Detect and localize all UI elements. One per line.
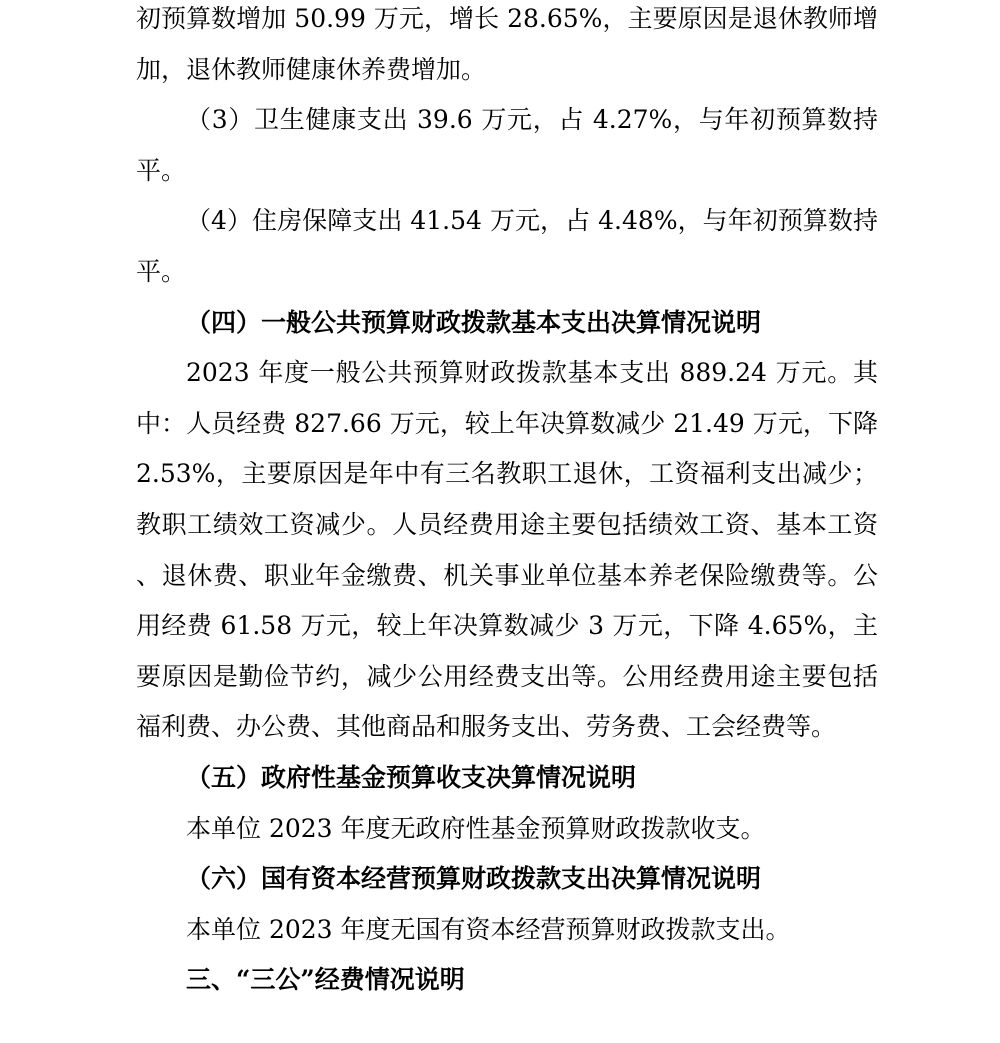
paragraph-state-capital: 本单位 2023 年度无国有资本经营预算财政拨款支出。 bbox=[186, 914, 791, 944]
paragraph-health-expenditure: （3）卫生健康支出 39.6 万元，占 4.27%，与年初预算数持平。 bbox=[136, 105, 878, 185]
subheading-basic-expenditure: （四）一般公共预算财政拨款基本支出决算情况说明 bbox=[186, 307, 762, 337]
subheading-state-capital: （六）国有资本经营预算财政拨款支出决算情况说明 bbox=[186, 864, 762, 894]
subheading-government-fund: （五）政府性基金预算收支决算情况说明 bbox=[186, 762, 637, 792]
paragraph-government-fund: 本单位 2023 年度无政府性基金预算财政拨款收支。 bbox=[186, 813, 766, 843]
paragraph-basic-expenditure: 2023 年度一般公共预算财政拨款基本支出 889.24 万元。其中：人员经费 827.66 万元，较上年决算数减少 21.49 万元，下降 2.53%，主要原因是年中有三名教职工退休，工资福利支出减少；教职工绩效工资减少。人员经费用途主要包括绩效工资、基本工资、退休费、职业年金缴费、机关事业单位基本养老保险缴费等。公用经费 61.58 万元，较上年决算数减少 3 万元，下降 4.65%，主要原因是勤俭节约，减少公用经费支出等。公用经费用途主要包括福利费、办公费、其他商品和服务支出、劳务费、工会经费等。 bbox=[136, 358, 878, 742]
section-title-three-public: 三、“三公”经费情况说明 bbox=[186, 965, 465, 995]
paragraph-housing-expenditure: （4）住房保障支出 41.54 万元，占 4.48%，与年初预算数持平。 bbox=[136, 206, 878, 286]
document-body bbox=[136, 0, 878, 1006]
paragraph-continuation-education: 初预算数增加 50.99 万元，增长 28.65%，主要原因是退休教师增加，退休教师健康休养费增加。 bbox=[136, 4, 878, 84]
